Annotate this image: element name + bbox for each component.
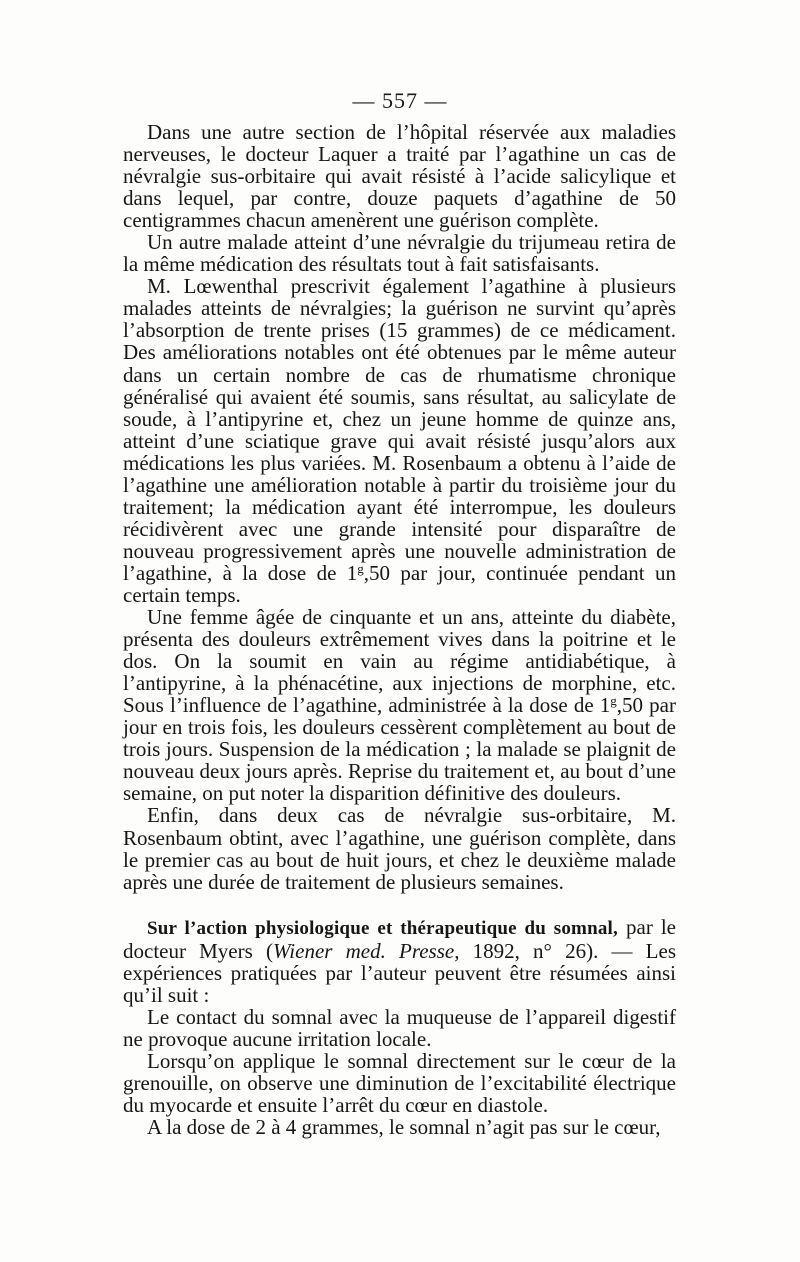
paragraph: Un autre malade atteint d’une névralgie du trijumeau retira de la même médication des résultats tout à fait satisfaisants.	[123, 230, 676, 277]
paragraph: Enfin, dans deux cas de névralgie sus-orbitaire, M. Rosenbaum obtint, avec l’agathine, une guérison complète, dans le premier cas au bout de huit jours, et chez le deuxième malade après une durée de traitement de plusieurs semaines.	[123, 803, 676, 894]
journal-title: Wiener med. Presse,	[272, 938, 460, 963]
paragraph: Lorsqu’on applique le somnal directement sur le cœur de la grenouille, on observe une diminution de l’excitabilité électrique du myocarde et ensuite l’arrêt du cœur en diastole.	[123, 1048, 676, 1118]
section-byline-start: par le docteur Myers (	[123, 914, 676, 963]
paragraph: M. Lœwenthal prescrivit également l’agathine à plusieurs malades atteints de névralgies; la guérison ne survint qu’après l’absorption de trente prises (15 grammes) de ce médicament. Des améliorations notables ont été obtenues par le même auteur dans un certain nombre de cas de rhumatisme chronique généralisé qui avaient été soumis, sans résultat, au salicylate de soude, à l’antipyrine et, chez un jeune homme de quinze ans, atteint d’une sciatique grave qui avait résisté jusqu’alors aux médications les plus variées. M. Rosenbaum a obtenu à l’aide de l’agathine une amélioration notable à partir du troisième jour du traitement; la médication ayant été interrompue, les douleurs récidivèrent avec une grande intensité pour disparaître de nouveau progressivement après une nouvelle administration de l’agathine, à la dose de 1$^g$,50 par jour, continuée pendant un certain temps.	[123, 274, 676, 607]
paragraph: Une femme âgée de cinquante et un ans, atteinte du diabète, présenta des douleurs extrêmement vives dans la poitrine et le dos. On la soumit en vain au régime antidiabétique, à l’antipyrine, à la phénacétine, aux injections de morphine, etc. Sous l’influence de l’agathine, administrée à la dose de 1$^g$,50 par jour en trois fois, les douleurs cessèrent complètement au bout de trois jours. Suspension de la médication ; la malade se plaignit de nouveau deux jours après. Reprise du traitement et, au bout d’une semaine, on put noter la disparition définitive des douleurs.	[123, 605, 676, 806]
paragraph: Dans une autre section de l’hôpital réservée aux maladies nerveuses, le docteur Laquer a traité par l’agathine un cas de névralgie sus-orbitaire qui avait résisté à l’acide salicylique et dans lequel, par contre, douze paquets d’agathine de 50 centigrammes chacun amenèrent une guérison complète.	[123, 120, 676, 233]
paragraph: Le contact du somnal avec la muqueuse de l’appareil digestif ne provoque aucune irritation locale.	[123, 1004, 676, 1051]
paragraph: A la dose de 2 à 4 grammes, le somnal n’agit pas sur le cœur,	[147, 1115, 661, 1140]
section-heading-paragraph	[123, 916, 676, 1006]
section-title: Sur l’action physiologique et thérapeutique du somnal,	[147, 917, 618, 939]
section-byline-end: 1892, n° 26). — Les expériences pratiquées par l’auteur peuvent être résumées ainsi qu’il suit :	[123, 938, 676, 1007]
page-body	[123, 121, 676, 1138]
page-number: — 557 —	[352, 88, 448, 113]
